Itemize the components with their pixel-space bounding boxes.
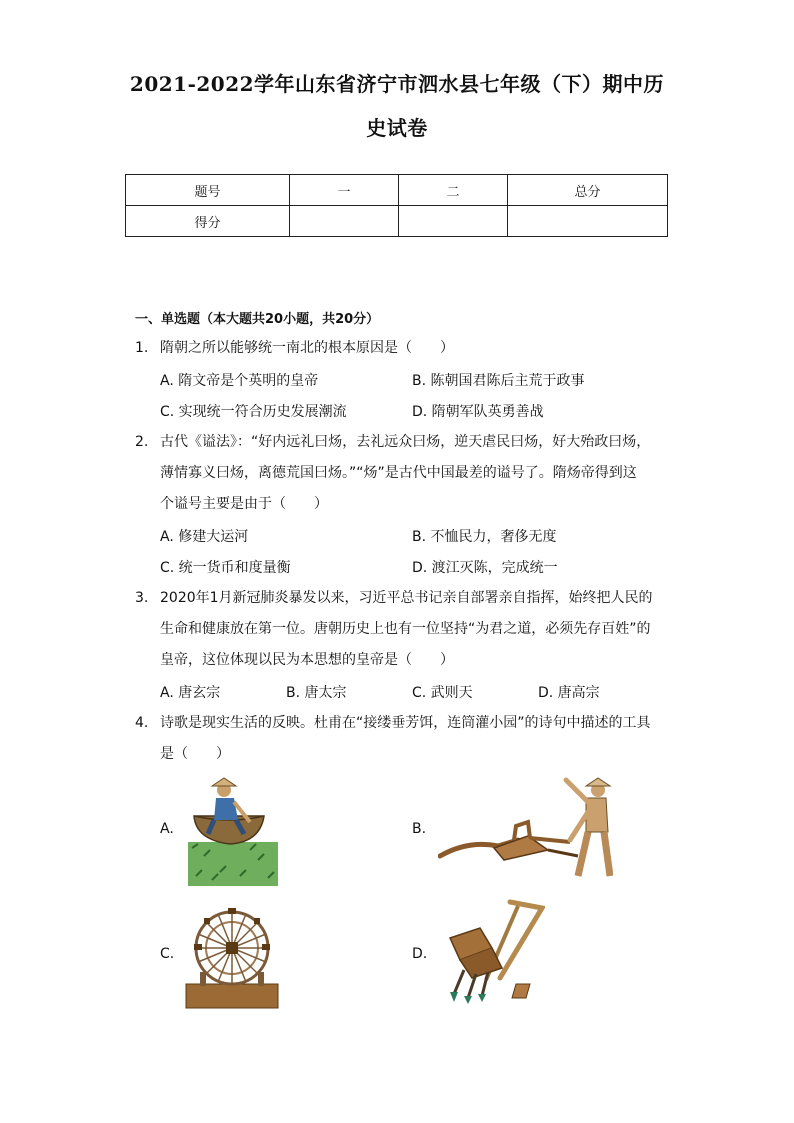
question-stem-line: 是（ ） bbox=[160, 746, 230, 762]
option-b: B. 陈朝国君陈后主荒于政事 bbox=[412, 373, 585, 389]
question-stem: 隋朝之所以能够统一南北的根本原因是（ ） bbox=[160, 340, 454, 356]
seed-drill-image bbox=[440, 898, 545, 1004]
option-a-label: A. bbox=[160, 821, 174, 837]
question-number: 4. bbox=[135, 715, 149, 731]
question-stem-line: 诗歌是现实生活的反映。杜甫在“接缕垂芳饵，连筒灌小园”的诗句中描述的工具 bbox=[160, 715, 651, 731]
score-header-cell: 一 bbox=[290, 175, 399, 206]
question-number: 2. bbox=[135, 434, 149, 450]
question-stem-line: 2020年1月新冠肺炎暴发以来，习近平总书记亲自部署亲自指挥，始终把人民的 bbox=[160, 590, 653, 606]
question-4 bbox=[135, 708, 675, 778]
farmer-tub-boat-image bbox=[186, 776, 281, 888]
option-a: A. 唐玄宗 bbox=[160, 685, 221, 701]
option-b: B. 不恤民力，奢侈无度 bbox=[412, 529, 557, 545]
score-cell bbox=[290, 206, 399, 237]
question-number: 3. bbox=[135, 590, 149, 606]
option-c-label: C. bbox=[160, 946, 175, 962]
score-table-score-row bbox=[126, 206, 668, 237]
question-stem-line: 古代《谥法》：“好内远礼曰炀，去礼远众曰炀，逆天虐民曰炀，好大殆政曰炀， bbox=[160, 434, 651, 450]
question-2 bbox=[135, 427, 675, 527]
question-number: 1. bbox=[135, 340, 149, 356]
score-cell: 得分 bbox=[126, 206, 290, 237]
exam-title-line2: 史试卷 bbox=[366, 116, 428, 140]
score-header-cell: 总分 bbox=[508, 175, 668, 206]
option-c: C. 统一货币和度量衡 bbox=[160, 560, 291, 576]
exam-title-line1: 2021-2022学年山东省济宁市泗水县七年级（下）期中历 bbox=[129, 72, 665, 96]
score-header-cell: 题号 bbox=[126, 175, 290, 206]
question-3 bbox=[135, 583, 675, 683]
option-d-label: D. bbox=[412, 946, 428, 962]
option-a: A. 修建大运河 bbox=[160, 529, 249, 545]
waterwheel-image bbox=[184, 906, 280, 1010]
question-stem-line: 生命和健康放在第一位。唐朝历史上也有一位坚持“为君之道，必须先存百姓”的 bbox=[160, 621, 651, 637]
score-cell bbox=[399, 206, 508, 237]
question-stem-line: 薄情寡义曰炀，离德荒国曰炀。”“炀”是古代中国最差的谥号了。隋炀帝得到这 bbox=[160, 465, 637, 481]
farmer-plow-image bbox=[438, 776, 613, 882]
option-d: D. 隋朝军队英勇善战 bbox=[412, 404, 544, 420]
option-d: D. 渡江灭陈，完成统一 bbox=[412, 560, 558, 576]
option-d: D. 唐高宗 bbox=[538, 685, 600, 701]
option-c: C. 武则天 bbox=[412, 685, 473, 701]
option-b: B. 唐太宗 bbox=[286, 685, 347, 701]
option-b-label: B. bbox=[412, 821, 427, 837]
score-header-cell: 二 bbox=[399, 175, 508, 206]
section-heading: 一、单选题（本大题共20小题，共20分） bbox=[135, 312, 380, 327]
question-stem-line: 皇帝，这位体现以民为本思想的皇帝是（ ） bbox=[160, 652, 454, 668]
option-a: A. 隋文帝是个英明的皇帝 bbox=[160, 373, 319, 389]
option-c: C. 实现统一符合历史发展潮流 bbox=[160, 404, 347, 420]
score-table-header-row bbox=[126, 175, 668, 206]
score-cell bbox=[508, 206, 668, 237]
question-stem-line: 个谥号主要是由于（ ） bbox=[160, 496, 328, 512]
score-table bbox=[125, 174, 668, 237]
